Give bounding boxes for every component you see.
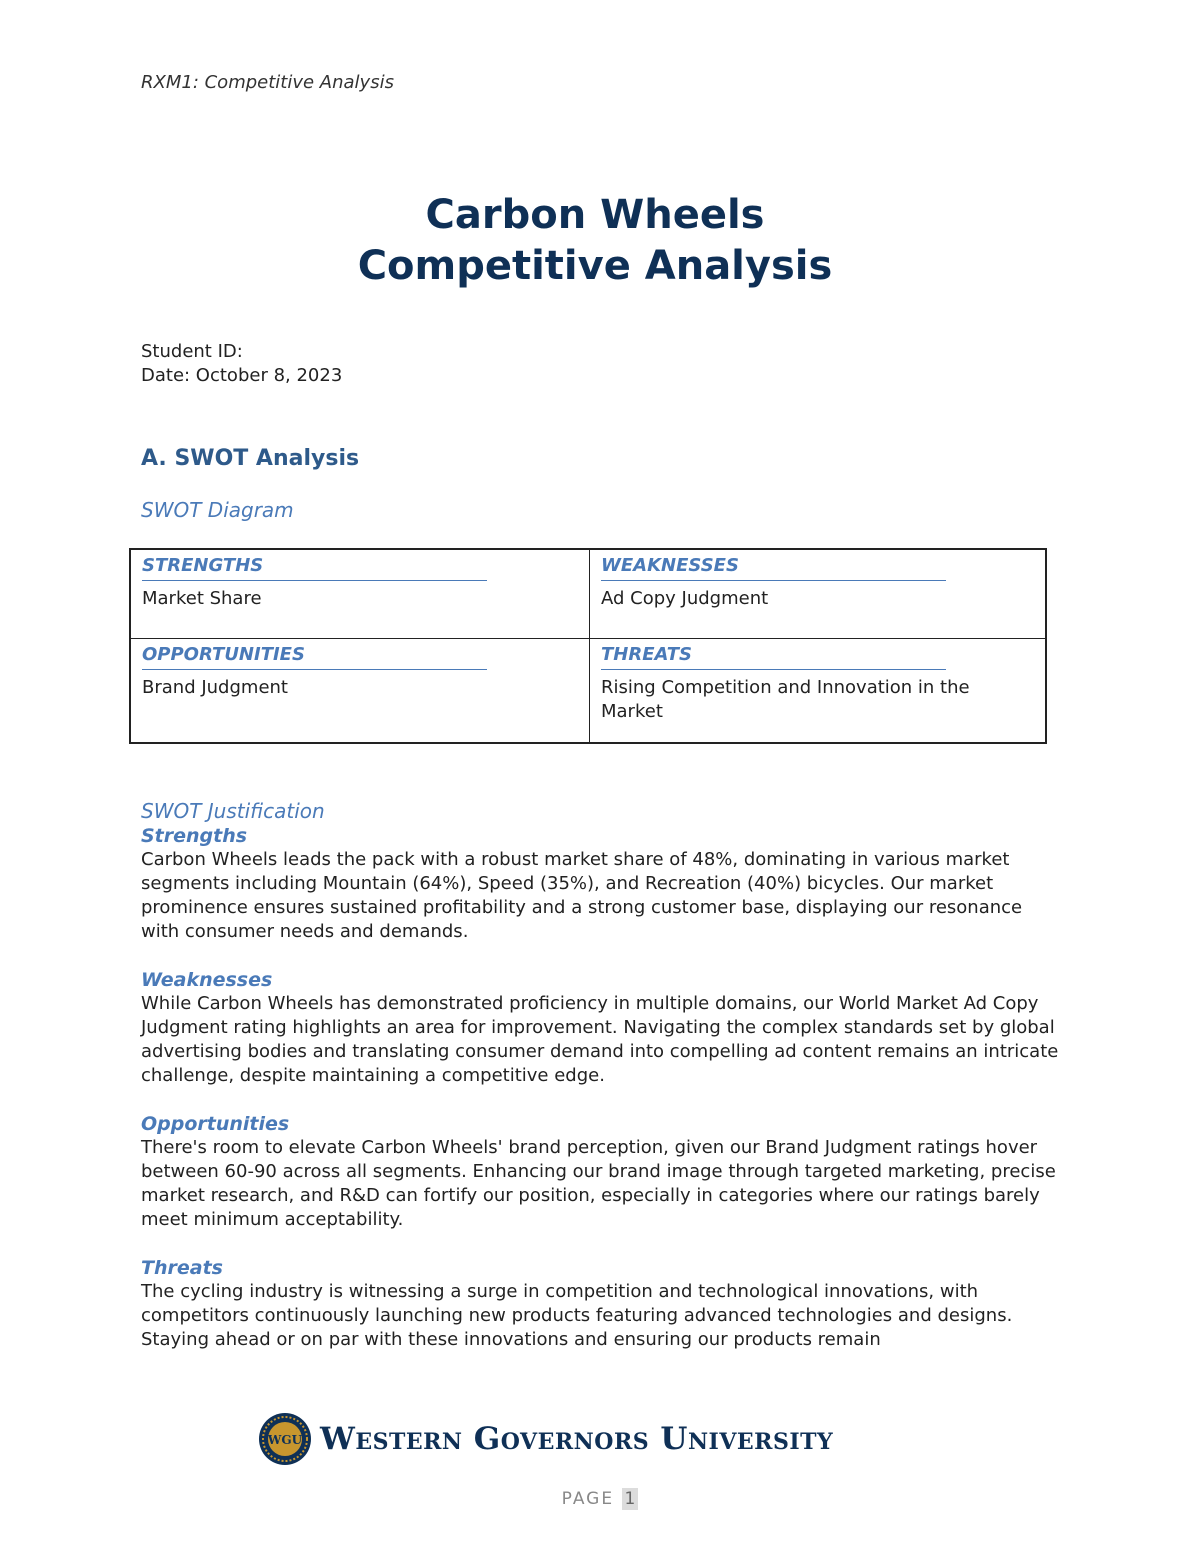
seal-text: WGU: [267, 1433, 303, 1447]
swot-weaknesses-cell: [590, 550, 1045, 639]
title-line-1: Carbon Wheels: [425, 192, 765, 238]
swot-threats-value: Rising Competition and Innovation in the Market: [601, 677, 970, 722]
title-line-2: Competitive Analysis: [357, 243, 833, 289]
swot-threats-cell: [590, 639, 1045, 742]
swot-opportunities-cell: [131, 639, 590, 742]
student-id: Student ID:: [141, 341, 243, 362]
document-meta: [141, 340, 342, 388]
swot-strengths-cell: [131, 550, 590, 639]
page-number-value: 1: [622, 1488, 639, 1510]
strengths-paragraph: Carbon Wheels leads the pack with a robust market share of 48%, dominating in various market segments including Mountain (64%), Speed (35%), and Recreation (40%) bicycles. Our market prominence ensures sustained profitability and a strong customer base, displaying our resonance with consumer needs and demands.: [141, 849, 1023, 942]
document-header: RXM1: Competitive Analysis: [141, 72, 394, 93]
swot-justification: [141, 798, 1061, 1352]
swot-weaknesses-label: WEAKNESSES: [601, 554, 946, 581]
opportunities-paragraph: There's room to elevate Carbon Wheels' brand perception, given our Brand Judgment ratings hover between 60-90 across all segments. Enhancing our brand image through targeted marketing, precise market research, and R&D can fortify our position, especially in categories where our ratings barely meet minimum acceptability.: [141, 1137, 1056, 1230]
swot-opportunities-label: OPPORTUNITIES: [142, 643, 487, 670]
weaknesses-heading: Weaknesses: [141, 969, 273, 991]
document-date: Date: October 8, 2023: [141, 365, 343, 386]
swot-opportunities-value: Brand Judgment: [142, 677, 288, 698]
wgu-seal-icon: [258, 1412, 312, 1466]
strengths-heading: Strengths: [141, 825, 248, 847]
weaknesses-paragraph: While Carbon Wheels has demonstrated proficiency in multiple domains, our World Market Ad Copy Judgment rating highlights an area for improvement. Navigating the complex standards set by global advertising bodies and translating consumer demand into compelling ad content remains an intricate challenge, despite maintaining a competitive edge.: [141, 993, 1059, 1086]
swot-diagram-label: SWOT Diagram: [141, 498, 294, 522]
wgu-logo: [258, 1412, 833, 1466]
swot-strengths-value: Market Share: [142, 588, 262, 609]
opportunities-heading: Opportunities: [141, 1113, 290, 1135]
threats-heading: Threats: [141, 1257, 223, 1279]
wgu-wordmark: Western Governors University: [320, 1421, 834, 1457]
swot-strengths-label: STRENGTHS: [142, 554, 487, 581]
page-label: PAGE: [561, 1489, 615, 1509]
page-number: [0, 1489, 1200, 1509]
document-title: [0, 190, 1190, 292]
swot-threats-label: THREATS: [601, 643, 946, 670]
swot-weaknesses-value: Ad Copy Judgment: [601, 588, 769, 609]
swot-table: [129, 548, 1047, 744]
threats-paragraph: The cycling industry is witnessing a surge in competition and technological innovations, with competitors continuously launching new products featuring advanced technologies and designs. Staying ahead or on par with these innovations and ensuring our products remain: [141, 1281, 1013, 1350]
justification-title: SWOT Justification: [141, 799, 325, 823]
section-heading: A. SWOT Analysis: [141, 446, 360, 471]
